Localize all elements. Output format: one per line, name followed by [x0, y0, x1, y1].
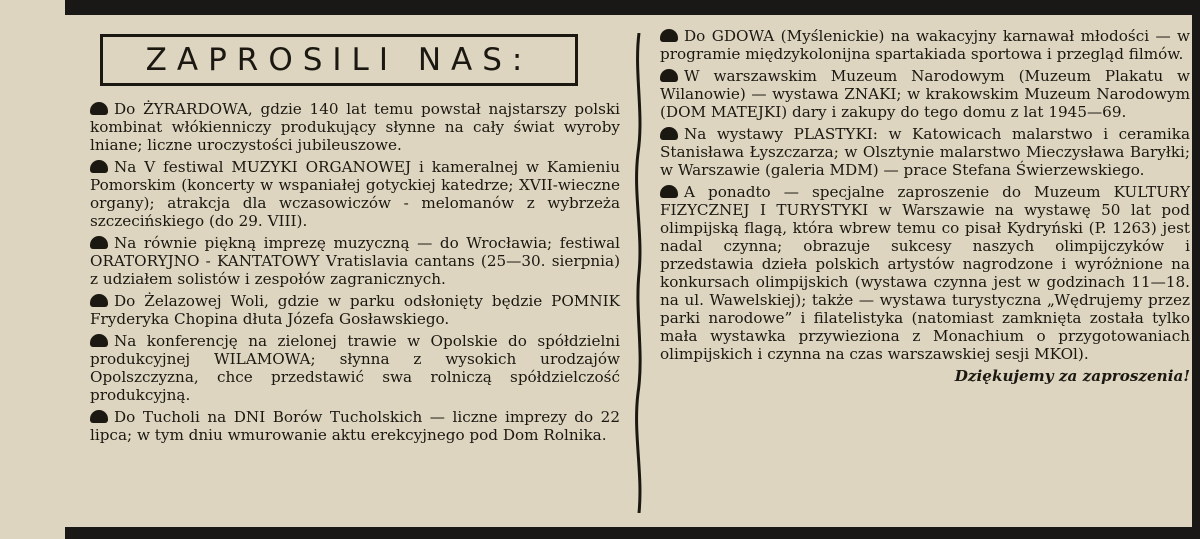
bottom-border [65, 527, 1200, 539]
closing-line: Dziękujemy za zaproszenia! [954, 367, 1190, 385]
right-column [660, 27, 1190, 385]
bullet-icon [90, 160, 108, 173]
top-border [65, 0, 1200, 15]
column-divider [632, 33, 646, 513]
bullet-icon [660, 127, 678, 140]
list-item: Do ŻYRARDOWA, gdzie 140 lat temu powstał najstarszy polski kombinat włókienniczy produkujący słynne na cały świat wyroby lniane; liczne uroczystości jubileuszowe. [90, 100, 620, 154]
bullet-icon [660, 69, 678, 82]
list-item: Do Żelazowej Woli, gdzie w parku odsłonięty będzie POMNIK Fryderyka Chopina dłuta Józefa Gosławskiego. [90, 292, 620, 328]
list-item: W warszawskim Muzeum Narodowym (Muzeum Plakatu w Wilanowie) — wystawa ZNAKI; w krakowskim Muzeum Narodowym (DOM MATEJKI) dary i zakupy do tego domu z lat 1945—69. [660, 67, 1190, 121]
bullet-icon [90, 410, 108, 423]
list-item: Do Tucholi na DNI Borów Tucholskich — liczne imprezy do 22 lipca; w tym dniu wmurowanie aktu erekcyjnego pod Dom Rolnika. [90, 408, 620, 444]
list-item: Na V festiwal MUZYKI ORGANOWEJ i kameralnej w Kamieniu Pomorskim (koncerty w wspaniałej gotyckiej katedrze; XVII-wieczne organy); atrakcja dla wczasowiczów - melomanów z wybrzeża szczecińskiego (do 29. VIII). [90, 158, 620, 230]
header-title: ZAPROSILI NAS: [145, 42, 533, 78]
list-item: Do GDOWA (Myślenickie) na wakacyjny karnawał młodości — w programie międzykolonijna spartakiada sportowa i przegląd filmów. [660, 27, 1190, 63]
right-border [1192, 15, 1200, 527]
bullet-icon [90, 102, 108, 115]
section-header [100, 34, 578, 86]
bullet-icon [660, 185, 678, 198]
list-item: Na konferencję na zielonej trawie w Opolskie do spółdzielni produkcyjnej WILAMOWA; słynna z wysokich urodzajów Opolszczyzna, chce przedstawić swa rolniczą spółdzielczość produkcyjną. [90, 332, 620, 404]
left-column [90, 100, 620, 448]
list-item: Na wystawy PLASTYKI: w Katowicach malarstwo i ceramika Stanisława Łyszczarza; w Olsztynie malarstwo Mieczysława Baryłki; w Warszawie (galeria MDM) — prace Stefana Świerzewskiego. [660, 125, 1190, 179]
list-item: Na równie piękną imprezę muzyczną — do Wrocławia; festiwal ORATORYJNO - KANTATOWY Vratislavia cantans (25—30. sierpnia) z udziałem solistów i zespołów zagranicznych. [90, 234, 620, 288]
bullet-icon [90, 236, 108, 249]
bullet-icon [90, 294, 108, 307]
bullet-icon [660, 29, 678, 42]
list-item: A ponadto — specjalne zaproszenie do Muzeum KULTURY FIZYCZNEJ I TURYSTYKI w Warszawie na wystawę 50 lat pod olimpijską flagą, która wbrew temu co pisał Kydryński (P. 1263) jest nadal czynna; obrazuje sukcesy naszych olimpijczyków i przedstawia dzieła polskich artystów nagrodzone i wyróżnione na konkursach olimpijskich (wystawa czynna jest w godzinach 11—18. na ul. Wawelskiej); także — wystawa turystyczna „Wędrujemy przez parki narodowe” i filatelistyka (natomiast zamknięta została tylko mała wystawka przywieziona z Monachium o przygotowaniach olimpijskich i czynna na czas warszawskiej sesji MKOl). [660, 183, 1190, 363]
bullet-icon [90, 334, 108, 347]
